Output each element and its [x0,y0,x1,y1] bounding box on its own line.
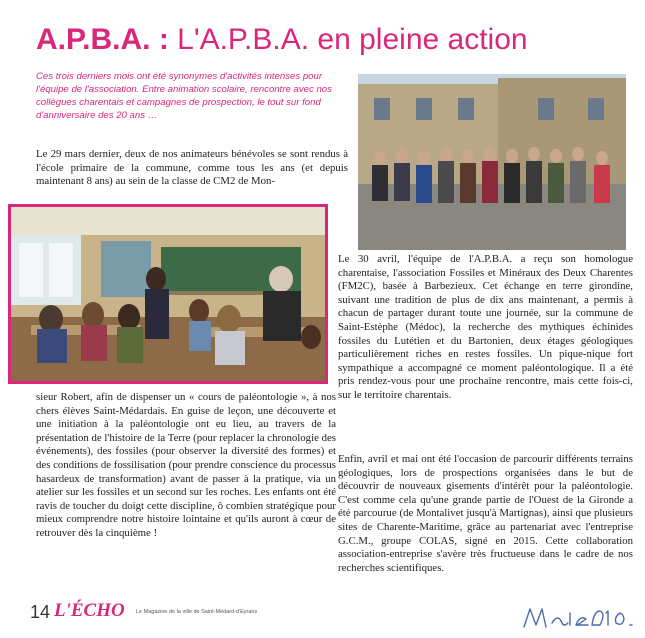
magazine-subtitle: Le Magazine de la ville de Saint-Médard-d'Eyrans [136,609,258,615]
article-title [36,20,636,60]
paragraph-lesson: sieur Robert, afin de dispenser un « cours de paléontologie », à nos chers élèves Saint-Médardais. En guise de leçon, une découverte et une initiation à la paléontologie ont eu lieu, au travers de la présentation de l'histoire de la Terre (pour replacer la chronologie des événements), des fossiles (pour observer la diversité des formes) et des conditions de fossilisation (pour prendre conscience du processus hasardeux de transformation) avant de passer à la pratique, via un atelier sur les fossiles et un second sur les roches. Les enfants ont été ravis de toucher du doigt cette discipline, ô combien stratégique pour mieux comprendre notre histoire lointaine et qu'ils auront à cœur de retrouver dès la cinquième ! [36,391,336,539]
magazine-name: L'ÉCHO [54,600,125,621]
paragraph-fm2c-meeting: Le 30 avril, l'équipe de l'A.P.B.A. a reçu son homologue charentaise, l'association Fossiles et Minéraux des Deux Charentes (FM2C), basée à Barbezieux. Cet échange en terre girondine, suivant une tradition de plus de dix ans maintenant, a permis à chacun de partager durant toute une journée, sur la commune de Saint-Estèphe (Médoc), la recherche des mythiques échinides fossiles du Lutétien et du Bartonien, deux étages géologiques particulièrement riches en restes fossiles. Un pique-nique fort sympathique a accompagné ce moment paléontologique. Il a été pris rendez-vous pour une prochaine rencontre, mais cette fois-ci, sur le territoire charentais. [338,253,633,401]
handwritten-date [520,603,640,633]
group-photo [358,74,626,250]
paragraph-school-visit: Le 29 mars dernier, deux de nos animateurs bénévoles se sont rendus à l'école primaire de la commune, comme tous les ans (et depuis maintenant 8 ans) au sein de la classe de CM2 de Mon- [36,148,348,188]
classroom-photo [8,204,328,384]
title-acronym: A.P.B.A. : [36,23,169,56]
paragraph-prospections: Enfin, avril et mai ont été l'occasion de parcourir différents terrains géologiques, lors de prospections organisées dans le but de découvrir de nouveaux gisements d'intérêt pour la paléontologie. C'est comme cela qu'une grande partie de l'Ouest de la Gironde a été parcourue (de Montalivet jusqu'à Martignas), ainsi que plusieurs sites de Charente-Maritime, grâce au partenariat avec l'entreprise G.C.M., groupe COLAS, signé en 2015. Cette collaboration association-entreprise s'avère très fructueuse dans le cadre de nos recherches scientifiques. [338,453,633,574]
page-number: 14 [30,602,51,622]
article-intro: Ces trois derniers mois ont été synonymes d'activités intenses pour l'équipe de l'association. Entre animation scolaire, rencontre avec nos collègues charentais et campagnes de prospection, le tout sur fond d'anniversaire des 20 ans … [36,71,332,121]
title-text: L'A.P.B.A. en pleine action [177,23,528,56]
